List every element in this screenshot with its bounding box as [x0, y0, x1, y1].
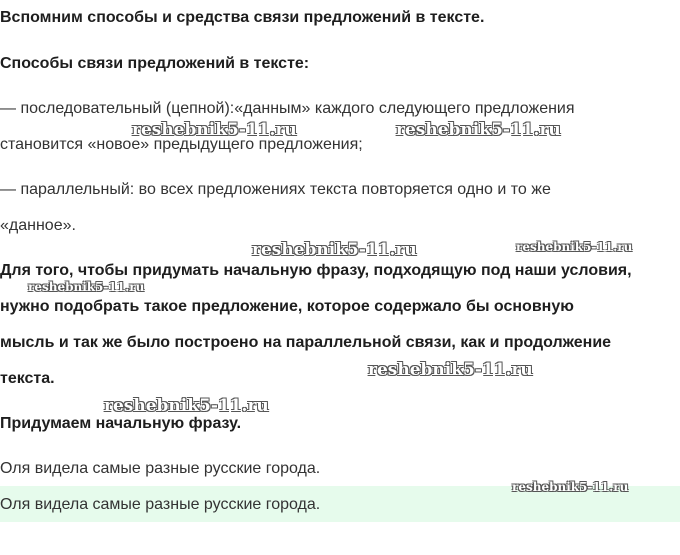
task-line-4: текста. — [0, 370, 55, 387]
task-line-3: мысль и так же было построено на параллельной связи, как и продолжение — [0, 334, 612, 351]
watermark: reshebnik5-11.ru — [512, 480, 629, 494]
task-line-2: нужно подобрать такое предложение, которое содержало бы основную — [0, 298, 574, 315]
heading-recall: Вспомним способы и средства связи предложений в тексте. — [0, 9, 485, 26]
watermark: reshebnik5-11.ru — [104, 396, 269, 416]
heading-methods: Способы связи предложений в тексте: — [0, 55, 310, 72]
watermark: reshebnik5-11.ru — [368, 360, 533, 380]
invent-heading: Придумаем начальную фразу. — [0, 415, 242, 432]
sequential-line-1: — последовательный (цепной):«данным» каждого следующего предложения — [0, 100, 575, 117]
task-line-1: Для того, чтобы придумать начальную фразу, подходящую под наши условия, — [0, 262, 632, 279]
sequential-line-2: становится «новое» предыдущего предложения; — [0, 136, 363, 153]
watermark: reshebnik5-11.ru — [252, 240, 417, 260]
watermark: reshebnik5-11.ru — [516, 240, 633, 254]
watermark: reshebnik5-11.ru — [132, 120, 297, 140]
parallel-line-2: «данное». — [0, 217, 76, 234]
parallel-line-1: — параллельный: во всех предложениях текста повторяется одно и то же — [0, 181, 551, 198]
watermark: reshebnik5-11.ru — [28, 280, 145, 294]
watermark: reshebnik5-11.ru — [396, 120, 561, 140]
answer-plain: Оля видела самые разные русские города. — [0, 460, 321, 477]
answer-highlighted: Оля видела самые разные русские города. — [0, 496, 321, 513]
